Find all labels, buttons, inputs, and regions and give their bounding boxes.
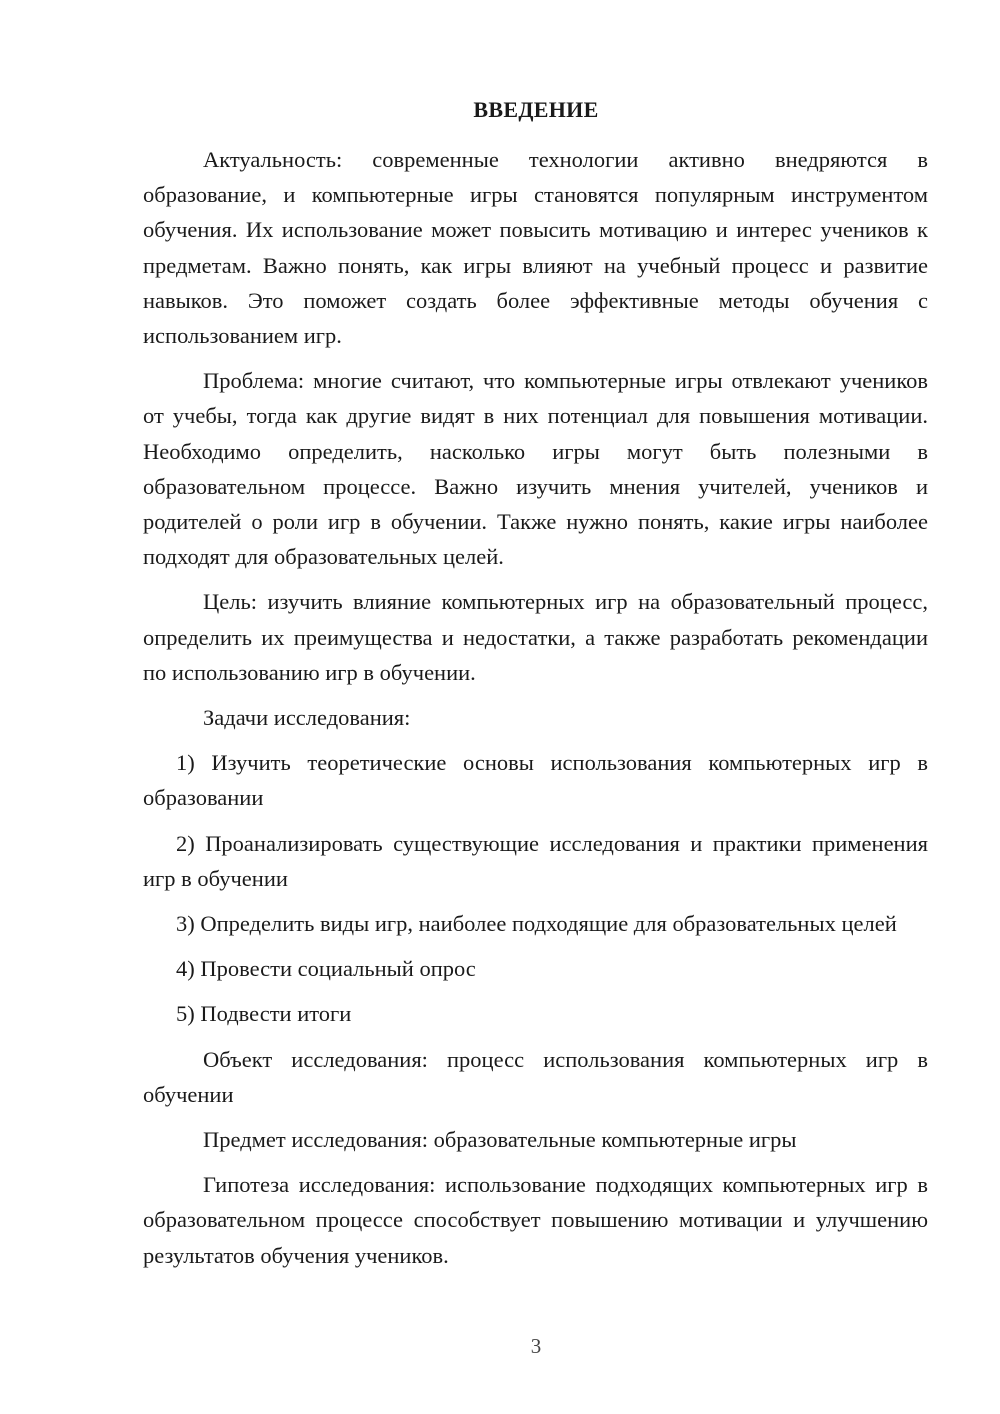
paragraph-tasks-heading: Задачи исследования: [203,705,411,731]
task-item-1: 1) Изучить теоретические основы использования компьютерных игр в образовании [143,750,928,811]
task-item-5: 5) Подвести итоги [176,1001,352,1027]
paragraph-subject: Предмет исследования: образовательные компьютерные игры [203,1127,797,1153]
task-item-4: 4) Провести социальный опрос [176,956,476,982]
task-item-3: 3) Определить виды игр, наиболее подходящие для образовательных целей [176,911,897,937]
task-item-2: 2) Проанализировать существующие исследования и практики применения игр в обучении [143,830,928,891]
page-number: 3 [530,1334,542,1358]
paragraph-problem: Проблема: многие считают, что компьютерные игры отвлекают учеников от учебы, тогда как другие видят в них потенциал для повышения мотивации. Необходимо определить, насколько игры могут быть полезными в образовательном процессе. Важно изучить мнения учителей, учеников и родителей о роли игр в обучении. Также нужно понять, какие игры наиболее подходят для образовательных целей. [143,368,928,570]
paragraph-relevance: Актуальность: современные технологии активно внедряются в образование, и компьютерные игры становятся популярным инструментом обучения. Их использование может повысить мотивацию и интерес учеников к предметам. Важно понять, как игры влияют на учебный процесс и развитие навыков. Это поможет создать более эффективные методы обучения с использованием игр. [143,147,928,349]
paragraph-object: Объект исследования: процесс использования компьютерных игр в обучении [143,1046,928,1107]
document-body [143,142,928,1283]
paragraph-goal: Цель: изучить влияние компьютерных игр на образовательный процесс, определить их преимущества и недостатки, а также разработать рекомендации по использованию игр в обучении. [143,589,928,685]
paragraph-hypothesis: Гипотеза исследования: использование подходящих компьютерных игр в образовательном процессе способствует повышению мотивации и улучшению результатов обучения учеников. [143,1172,928,1268]
page-title: ВВЕДЕНИЕ [473,97,599,122]
